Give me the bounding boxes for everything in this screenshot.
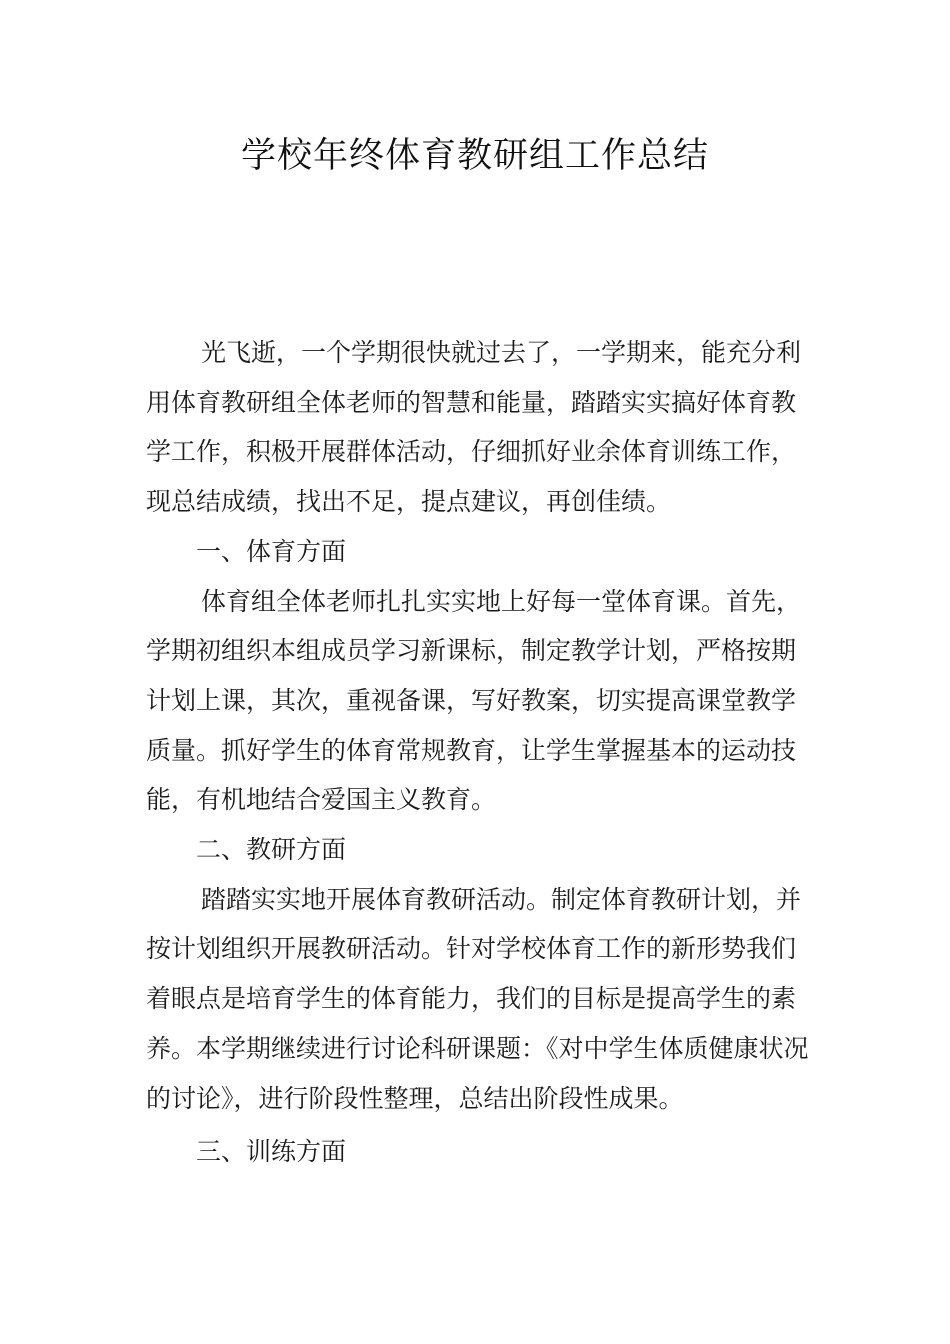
- document-body: [146, 328, 816, 1177]
- paragraph-sports: 体育组全体老师扎扎实实地上好每一堂体育课。首先，学期初组织本组成员学习新课标，制定教学计划，严格按期计划上课，其次，重视备课，写好教案，切实提高课堂教学质量。抓好学生的体育常规教育，让学生掌握基本的运动技能，有机地结合爱国主义教育。: [146, 586, 802, 815]
- paragraph-research: 踏踏实实地开展体育教研活动。制定体育教研计划，并按计划组织开展教研活动。针对学校体育工作的新形势我们着眼点是培育学生的体育能力，我们的目标是提高学生的素养。本学期继续进行讨论科研课题：《对中学生体质健康状况的讨论》，进行阶段性整理，总结出阶段性成果。: [146, 884, 809, 1113]
- paragraph-intro: 光飞逝，一个学期很快就过去了，一学期来，能充分利用体育教研组全体老师的智慧和能量，踏踏实实搞好体育教学工作，积极开展群体活动，仔细抓好业余体育训练工作，现总结成绩，找出不足，提点建议，再创佳绩。: [146, 338, 802, 517]
- section-heading-training: 三、训练方面: [196, 1137, 347, 1167]
- section-heading-research: 二、教研方面: [196, 835, 347, 865]
- section-heading-sports: 一、体育方面: [196, 536, 347, 566]
- document-title: 学校年终体育教研组工作总结: [240, 136, 709, 176]
